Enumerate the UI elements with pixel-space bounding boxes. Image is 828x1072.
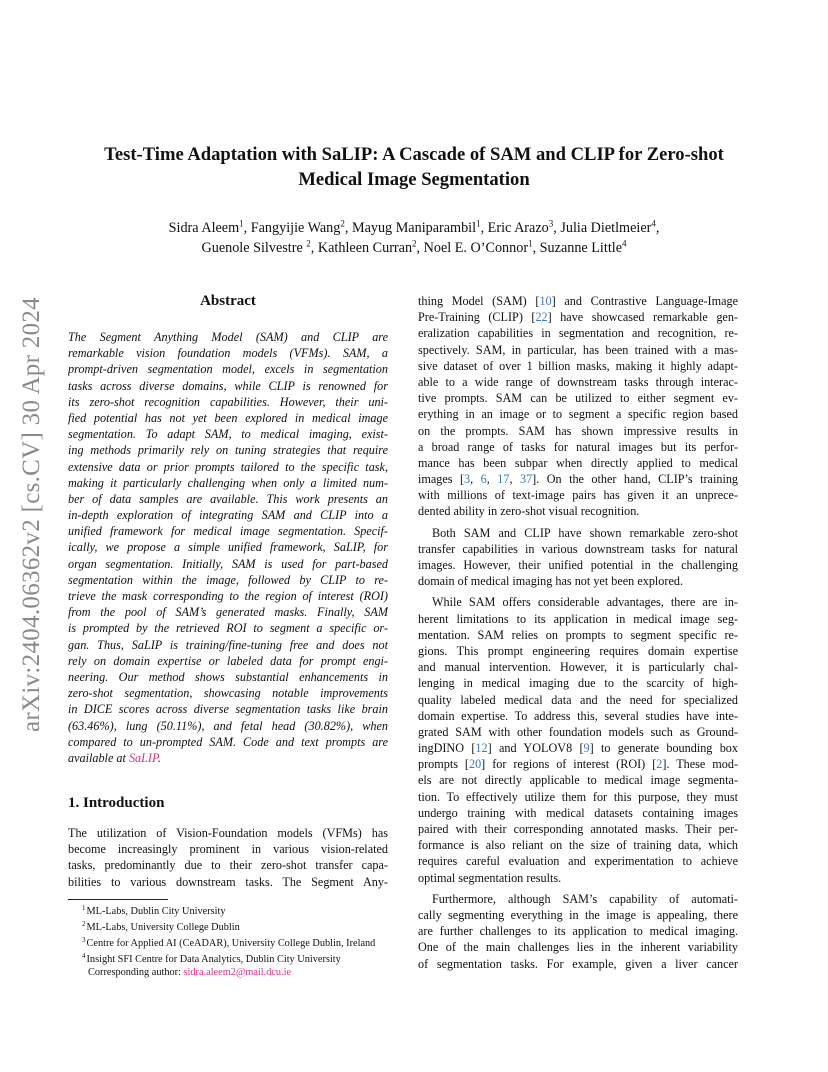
footnote-text: ML-Labs, Dublin City University [86,906,226,917]
footnote [82,934,388,950]
abstract-heading: Abstract [200,293,256,309]
text-line: ber of data samples are available. This work presents an [68,491,388,506]
footnote [82,918,388,934]
text-line: compared to un-prompted SAM. Code and text prompts are [68,734,388,749]
citation-link[interactable]: 3 [464,472,471,487]
author-name: Noel E. O’Connor [423,240,529,256]
text-line: gan. Thus, SaLIP is training/fine-tuning free and does not [68,637,388,652]
text-line: The utilization of Vision-Foundation models (VFMs) has [68,826,388,840]
affiliation-marker: 2 [340,218,345,229]
text-line: gions. This prompt engineering requires domain expertise [418,643,738,658]
footnote-text: Centre for Applied AI (CeADAR), University College Dublin, Ireland [86,938,376,949]
text-line: become increasingly prominent in various vision-related [68,842,388,857]
text-line: dented ability in zero-shot visual recognition. [418,504,640,519]
text-line: herent limitations to its application in medical image seg- [418,611,738,626]
affiliation-marker: 1 [476,218,481,229]
text-line: tion. To effectively utilize them for this purpose, they must [418,789,738,804]
text-line: mance has been subpar when directly applied to medical [418,455,738,470]
text-line: prompt-driven segmentation model, excels in segmentation [68,362,388,377]
text-line: segmentation. To adapt SAM, to medical imaging, exist- [68,427,388,442]
author-name: Kathleen Curran [317,240,413,256]
text-line: requires careful evaluation and experimentation to achieve [418,854,738,869]
text-line: ingDINO [12] and YOLOV8 [9] to generate bounding box [418,741,738,756]
text-line: quality labeled medical data and the need for specialized [418,692,738,707]
text-line: domain expertise. To address this, several studies have inte- [418,708,738,723]
footnotes [82,902,388,979]
text-line: on the prompts. SAM has shown impressive results in [418,423,738,438]
author-separator: , [532,240,540,256]
author-name: Suzanne Little [539,240,622,256]
email-link[interactable]: sidra.aleem2@mail.dcu.ie [183,967,292,978]
text-line: eralization capabilities in segmentation and recognition, re- [418,326,738,341]
title-line: Test-Time Adaptation with SaLIP: A Cascade of SAM and CLIP for Zero-shot [104,144,724,165]
author-name: Mayug Maniparambil [351,220,477,236]
text-line: thing Model (SAM) [10] and Contrastive Language-Image [418,294,738,308]
text-line: tasks across diverse domains, while CLIP is renowned for [68,378,388,393]
text-line: lenging in medical imaging due to the scarcity of high- [418,676,738,691]
text-line: tive prompts. SAM can be utilized to either segment ev- [418,391,738,406]
right-column-body [418,293,738,972]
text-line: in DICE scores across diverse segmentation tasks like brain [68,702,388,717]
author-separator: , [480,220,488,236]
affiliation-marker: 2 [412,238,417,249]
text-line: (63.46%), lung (50.11%), and fetal head (30.82%), when [68,718,388,733]
affiliation-marker: 2 [306,238,311,249]
text-line: undergo training with medical datasets containing images [418,805,738,820]
text-line: bilities to various downstream tasks. The Segment Any- [68,874,388,889]
citation-link[interactable]: 37 [519,472,533,487]
text-line: images [3, 6, 17, 37]. On the other hand, CLIP’s training [418,472,738,487]
text-line: ing methods primarily rely on tuning strategies that require [68,443,388,458]
author-line-1 [60,218,768,238]
author-separator: , [344,220,352,236]
citation-link[interactable]: 9 [583,741,590,756]
citation-link[interactable]: 20 [468,757,482,772]
text-line: ically, we propose a simple unified framework, SaLIP, for [68,540,388,555]
text-line: transfer capabilities in various downstream tasks for natural [418,541,738,556]
author-separator: , [416,240,424,256]
citation-link[interactable]: 6 [480,472,487,487]
footnote [82,902,388,918]
text-line: erything in an image or to segment a specific region based [418,407,738,422]
citation-link[interactable]: 12 [475,741,488,756]
text-line: cally segmenting everything in the image is appealing, there [418,907,738,922]
author-list [60,218,768,258]
footnote-number: 1 [82,904,86,912]
introduction-body [68,825,388,890]
text-line: paired with their corresponding annotated masks. Their per- [418,822,738,836]
text-line: in-depth exploration of integrating SAM and CLIP into a [68,508,388,523]
text-line: spectively. SAM, in particular, has been trained with a mas- [418,342,738,357]
text-line: zero-shot segmentation, showcasing notable improvements [68,686,388,701]
text-line: The Segment Anything Model (SAM) and CLIP are [68,330,388,344]
text-line: available at SaLIP. [68,750,161,765]
text-line: are further challenges to its application to medical imaging. [418,924,738,939]
footnote [82,950,388,966]
text-line: formance is also reliant on the size of training data, which [418,838,738,853]
text-line: mentation. SAM relies on prompts to segment specific re- [418,627,738,642]
text-line: One of the main challenges lies in the inherent variability [418,940,738,955]
text-line: images. However, their unified potential in the challenging [418,558,738,572]
arxiv-identifier: arXiv:2404.06362v2 [cs.CV] 30 Apr 2024 [18,297,45,732]
author-name: Julia Dietlmeier [560,220,652,236]
text-line: with millions of text-image pairs has given it an unprece- [418,488,738,503]
author-name: Guenole Silvestre [201,240,307,256]
affiliation-marker: 1 [239,218,244,229]
citation-link[interactable]: 17 [497,472,510,487]
footnote-number: 4 [82,952,86,960]
title-line: Medical Image Segmentation [298,169,530,190]
author-separator: , [553,220,561,236]
affiliation-marker: 3 [548,218,554,229]
text-line: While SAM offers considerable advantages, there are in- [432,595,738,610]
affiliation-marker: 1 [528,238,533,249]
author-separator: , [655,220,660,236]
text-line: of segmentation tasks. For example, given a liver cancer [418,956,738,971]
text-line: remarkable vision foundation models (VFMs). SAM, a [68,346,388,361]
text-line: domain of medical imaging has not yet been explored. [418,574,684,589]
text-line: its zero-shot recognition capabilities. However, their uni- [68,394,388,409]
text-line: grated SAM with other foundation models such as Ground- [418,724,738,739]
abstract-body [68,329,388,766]
citation-link[interactable]: 22 [535,310,548,325]
footnote-number: 2 [82,920,86,928]
footnote-divider [68,899,168,900]
code-link[interactable]: SaLIP [128,750,158,765]
text-line: Furthermore, although SAM’s capability of automati- [432,891,738,906]
text-line: Both SAM and CLIP have shown remarkable zero-shot [432,525,738,540]
citation-link[interactable]: 10 [539,294,552,308]
text-line: organ segmentation. Initially, SAM is used for part-based [68,556,388,571]
affiliation-marker: 4 [622,238,627,249]
text-line: from the pool of SAM’s generated masks. Finally, SAM [68,605,388,620]
footnote-text: Insight SFI Centre for Data Analytics, Dublin City University [86,954,341,965]
text-line: sive dataset of over 1 billion masks, making it highly adapt- [418,358,738,373]
author-name: Eric Arazo [487,220,549,236]
text-line: unified framework for medical image segmentation. Specif- [68,524,388,539]
text-line: a broad range of tasks for natural images but its perfor- [418,439,738,454]
footnote-text: ML-Labs, University College Dublin [86,922,240,933]
author-separator: , [243,220,251,236]
text-line: fied potential has not yet been explored in medical image [68,410,388,425]
text-line: and manual intervention. However, it is particularly chal- [418,660,738,675]
introduction-heading: 1. Introduction [68,795,165,811]
text-line: tasks, predominantly due to their zero-shot transfer capa- [68,858,388,873]
author-name: Fangyijie Wang [250,220,341,236]
text-line: Pre-Training (CLIP) [22] have showcased remarkable gen- [418,310,738,325]
author-name: Sidra Aleem [168,220,240,236]
corresponding-author [82,966,388,979]
footnote-number: 3 [82,936,86,944]
text-line: is prompted by the retrieved ROI to segment a specific or- [68,621,388,636]
text-line: extensive data or prior prompts tailored to the specific task, [68,459,388,474]
corresponding-label: Corresponding author: [88,967,184,978]
text-line: els are not directly applicable to medical image segmenta- [418,773,738,788]
text-line: optimal segmentation results. [418,870,562,885]
affiliation-marker: 4 [651,218,656,229]
text-line: able to a wide range of downstream tasks through interac- [418,374,738,389]
paper-title [60,142,768,192]
author-separator: , [310,240,318,256]
text-line: neering. Our method shows substantial enhancements in [68,669,388,684]
text-line: rely on domain expertise or labeled data for prompt engi- [68,653,388,668]
author-line-2 [60,238,768,258]
text-line: making it particularly challenging when only a limited num- [68,475,388,490]
text-line: segmentation within the image, followed by CLIP to re- [68,572,388,587]
text-line: trieve the mask corresponding to the region of interest (ROI) [68,589,388,603]
citation-link[interactable]: 2 [656,757,663,772]
text-line: prompts [20] for regions of interest (ROI) [2]. These mod- [418,757,738,772]
